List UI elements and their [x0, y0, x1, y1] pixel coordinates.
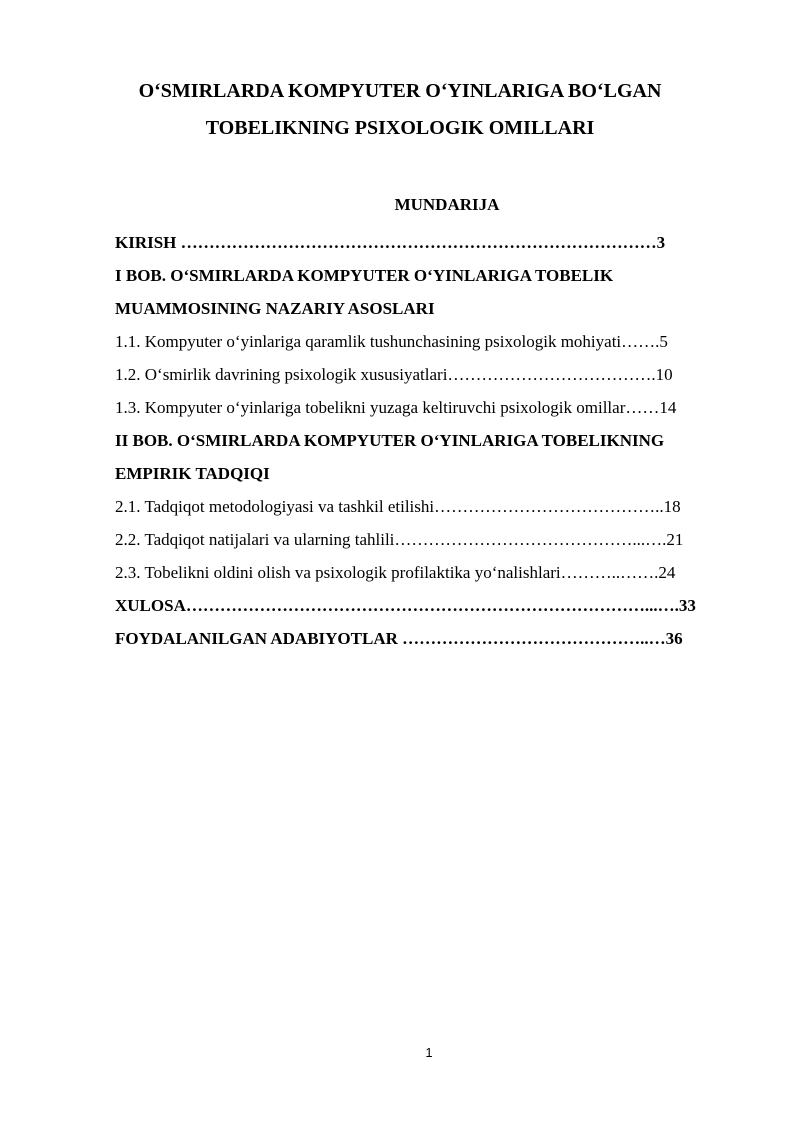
- page-number: 1: [425, 1045, 433, 1060]
- toc-chapter-2-title-cont: EMPIRIK TADQIQI: [115, 464, 270, 483]
- document-title-line-2: TOBELIKNING PSIXOLOGIK OMILLARI: [205, 117, 595, 139]
- toc-chapter-1-title: I BOB. O‘SMIRLARDA KOMPYUTER O‘YINLARIGA TOBELIK: [115, 266, 614, 285]
- document-title: [0, 73, 800, 147]
- toc-entry-introduction: KIRISH …………………………………………………………………………3: [115, 233, 666, 252]
- toc-entry-1-3: 1.3. Kompyuter o‘yinlariga tobelikni yuzaga keltiruvchi psixologik omillar……14: [115, 398, 677, 417]
- toc-entry-1-2: 1.2. O‘smirlik davrining psixologik xususiyatlari……………………………….10: [115, 365, 673, 384]
- toc-heading: MUNDARIJA: [394, 195, 500, 214]
- document-title-line-1: O‘SMIRLARDA KOMPYUTER O‘YINLARIGA BO‘LGAN: [138, 80, 662, 102]
- toc-entry-references: FOYDALANILGAN ADABIYOTLAR ……………………………………..…36: [115, 629, 683, 648]
- toc-entry-1-1: 1.1. Kompyuter o‘yinlariga qaramlik tushunchasining psixologik mohiyati…….5: [115, 332, 668, 351]
- toc-entry-2-1: 2.1. Tadqiqot metodologiyasi va tashkil etilishi…………………………………..18: [115, 497, 681, 516]
- toc-chapter-2-title: II BOB. O‘SMIRLARDA KOMPYUTER O‘YINLARIGA TOBELIKNING: [115, 431, 665, 450]
- toc-entry-conclusion: XULOSA………………………………………………………………………...….33: [115, 596, 696, 615]
- toc-entry-2-2: 2.2. Tadqiqot natijalari va ularning tahlili……………………………………...….21: [115, 530, 684, 549]
- toc-chapter-1-title-cont: MUAMMOSINING NAZARIY ASOSLARI: [115, 299, 435, 318]
- table-of-contents: [115, 226, 755, 655]
- toc-entry-2-3: 2.3. Tobelikni oldini olish va psixologik profilaktika yo‘nalishlari………..…….24: [115, 563, 676, 582]
